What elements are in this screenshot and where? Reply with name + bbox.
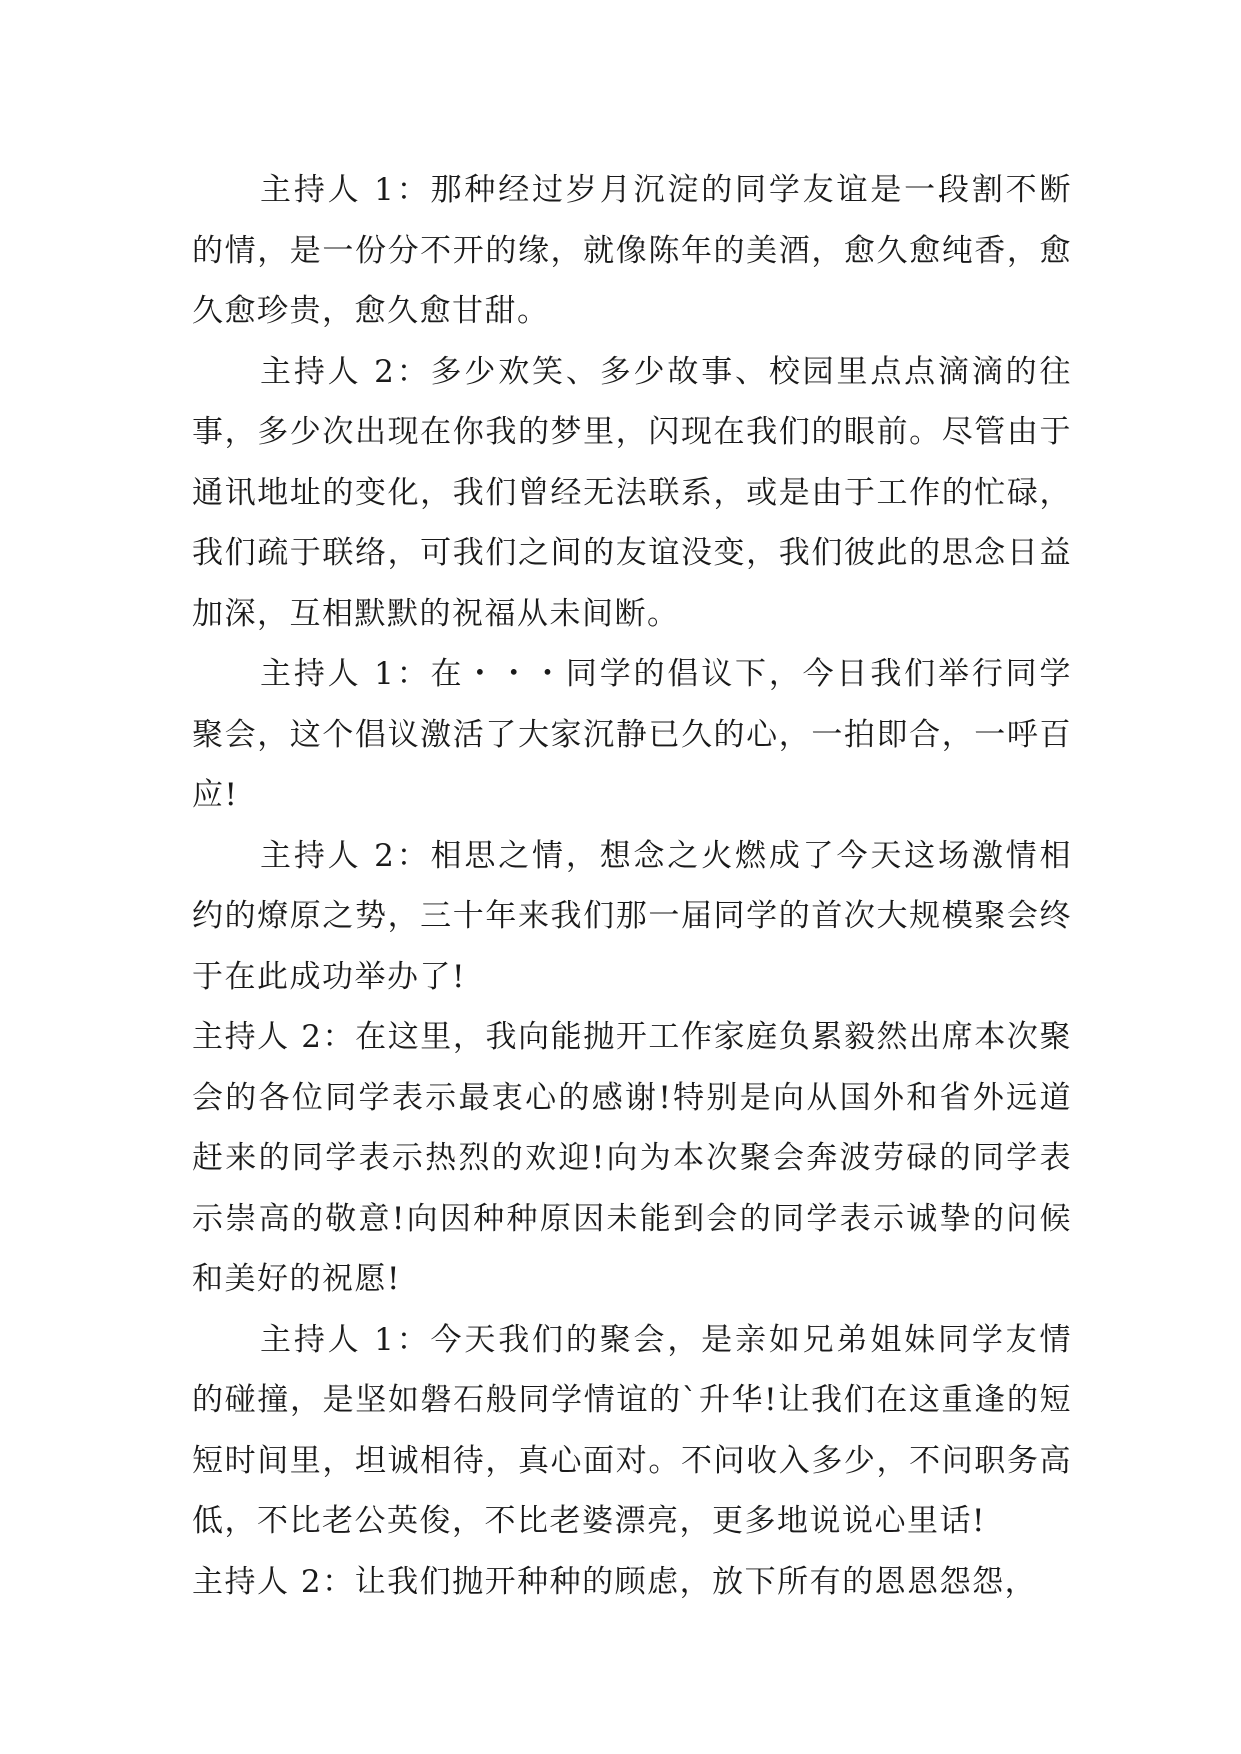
paragraph-host2-concerns: 主持人 2：让我们抛开种种的顾虑，放下所有的恩恩怨怨，: [192, 1563, 1038, 1600]
paragraph-host1-proposal: 主持人 1：在・・・同学的倡议下，今日我们举行同学聚会，这个倡议激活了大家沉静已久的心，一拍即合，一呼百应!: [192, 656, 1072, 813]
paragraph-host2-thanks: 主持人 2：在这里，我向能抛开工作家庭负累毅然出席本次聚会的各位同学表示最衷心的感谢!特别是向从国外和省外远道赶来的同学表示热烈的欢迎!向为本次聚会奔波劳碌的同学表示崇高的敬意!向因种种原因未能到会的同学表示诚挚的问候和美好的祝愿!: [192, 1019, 1072, 1297]
paragraph-host2-memories: 主持人 2：多少欢笑、多少故事、校园里点点滴滴的往事，多少次出现在你我的梦里，闪现在我们的眼前。尽管由于通讯地址的变化，我们曾经无法联系，或是由于工作的忙碌，我们疏于联络，可我们之间的友谊没变，我们彼此的思念日益加深，互相默默的祝福从未间断。: [192, 353, 1072, 632]
paragraph-host2-reunion: 主持人 2：相思之情，想念之火燃成了今天这场激情相约的燎原之势，三十年来我们那一届同学的首次大规模聚会终于在此成功举办了!: [192, 837, 1072, 995]
paragraph-host1-gathering: 主持人 1：今天我们的聚会，是亲如兄弟姐妹同学友情的碰撞，是坚如磐石般同学情谊的`升华!让我们在这重逢的短短时间里，坦诚相待，真心面对。不问收入多少，不问职务高低，不比老公英俊，不比老婆漂亮，更多地说说心里话!: [192, 1321, 1072, 1539]
paragraph-host1-friendship: 主持人 1：那种经过岁月沉淀的同学友谊是一段割不断的情，是一份分不开的缘，就像陈年的美酒，愈久愈纯香，愈久愈珍贵，愈久愈甘甜。: [192, 172, 1072, 329]
document-body: [192, 160, 1072, 1612]
